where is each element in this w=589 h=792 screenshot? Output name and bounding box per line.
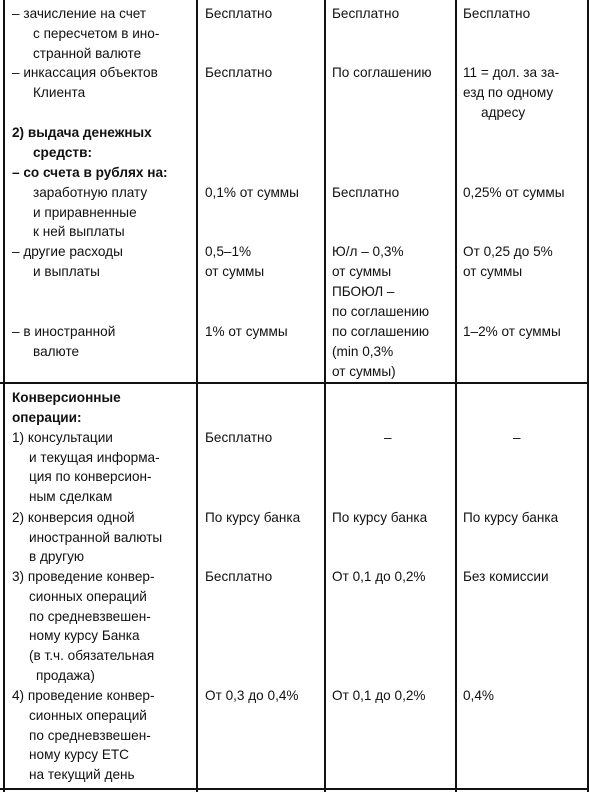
row-label-line: – зачисление на счет (12, 6, 147, 21)
cell-col2: Бесплатно (332, 185, 400, 200)
row-label-line: ным сделкам (29, 489, 113, 504)
row-label-line: в другую (29, 549, 85, 564)
subsection-heading: 2) выдача денежных (12, 125, 152, 140)
cell-col2: от суммы) (332, 364, 396, 379)
row-label-line: и выплаты (33, 264, 100, 279)
row-label-line: сионных операций (29, 589, 147, 604)
row-label-line: ному курсу Банка (29, 628, 140, 643)
section-heading: Конверсионные (12, 390, 121, 405)
row-label-line: с пересчетом в ино- (33, 26, 160, 41)
cell-col2: Бесплатно (332, 6, 400, 21)
cell-col2: (min 0,3% (332, 344, 394, 359)
row-label-line: по средневзвешен- (29, 609, 151, 624)
cell-col3: – (513, 430, 521, 445)
cell-col3: По курсу банка (463, 510, 559, 525)
section-divider (0, 382, 589, 384)
cell-col2: По соглашению (332, 65, 432, 80)
cell-col3: 0,25% от суммы (463, 185, 565, 200)
cell-col1: Бесплатно (205, 65, 273, 80)
row-label-line: – другие расходы (12, 244, 123, 259)
row-label-line: на текущий день (29, 767, 135, 782)
cell-col1: 1% от суммы (205, 324, 288, 339)
subsection-heading: – со счета в рублях на: (12, 165, 168, 180)
cell-col2: От 0,1 до 0,2% (332, 688, 426, 703)
row-label-line: Клиента (33, 85, 86, 100)
col-divider-3 (455, 0, 457, 792)
row-label-line: и приравненные (33, 205, 137, 220)
cell-col3: 1–2% от суммы (463, 324, 561, 339)
row-label-line: сионных операций (29, 708, 147, 723)
cell-col2: ПБОЮЛ – (332, 284, 395, 299)
cell-col1: Бесплатно (205, 430, 273, 445)
row-label-line: продажа) (36, 668, 95, 683)
row-label-line: 3) проведение конвер- (12, 569, 155, 584)
row-label-line: по средневзвешен- (29, 728, 151, 743)
cell-col1: 0,5–1% (205, 244, 252, 259)
row-label-line: 2) конверсия одной (12, 510, 135, 525)
row-label-line: – в иностранной (12, 324, 116, 339)
row-label-line: заработную плату (33, 185, 148, 200)
row-label-line: иностранной валюты (29, 530, 163, 545)
row-label-line: ному курсу ЕТС (29, 747, 130, 762)
cell-col1: От 0,3 до 0,4% (205, 688, 299, 703)
table-bottom-border (0, 788, 589, 790)
cell-col3: От 0,25 до 5% (463, 244, 553, 259)
cell-col3: езд по одному (463, 85, 554, 100)
row-label-line: к ней выплаты (33, 224, 125, 239)
cell-col1: Бесплатно (205, 6, 273, 21)
cell-col2: По курсу банка (332, 510, 428, 525)
col-divider-right (587, 0, 589, 792)
col-divider-1 (196, 0, 198, 792)
row-label-line: и текущая информа- (29, 450, 160, 465)
row-label-line: 4) проведение конвер- (12, 688, 155, 703)
cell-col3: адресу (481, 105, 526, 120)
cell-col2: От 0,1 до 0,2% (332, 569, 426, 584)
cell-col3: 0,4% (463, 688, 494, 703)
cell-col2: от суммы (332, 264, 392, 279)
cell-col3: от суммы (463, 264, 523, 279)
section-heading: операции: (12, 410, 82, 425)
row-label-line: странной валюте (33, 46, 142, 61)
cell-col1: По курсу банка (205, 510, 301, 525)
cell-col1: 0,1% от суммы (205, 185, 299, 200)
row-label-line: ция по конверсион- (29, 469, 152, 484)
col-divider-2 (324, 0, 326, 792)
row-label-line: валюте (33, 344, 80, 359)
cell-col2: по соглашению (332, 304, 430, 319)
row-label-line: – инкассация объектов (12, 65, 158, 80)
cell-col1: Бесплатно (205, 569, 273, 584)
cell-col3: Бесплатно (463, 6, 531, 21)
col-divider-left (3, 0, 5, 792)
cell-col3: 11 = дол. за за- (463, 65, 560, 80)
subsection-heading: средств: (33, 145, 92, 160)
cell-col2: Ю/л – 0,3% (332, 244, 404, 259)
cell-col2: – (384, 430, 392, 445)
row-label-line: (в т.ч. обязательная (29, 648, 155, 663)
cell-col1: от суммы (205, 264, 265, 279)
cell-col2: по соглашению (332, 324, 430, 339)
row-label-line: 1) консультации (12, 430, 113, 445)
cell-col3: Без комиссии (463, 569, 549, 584)
